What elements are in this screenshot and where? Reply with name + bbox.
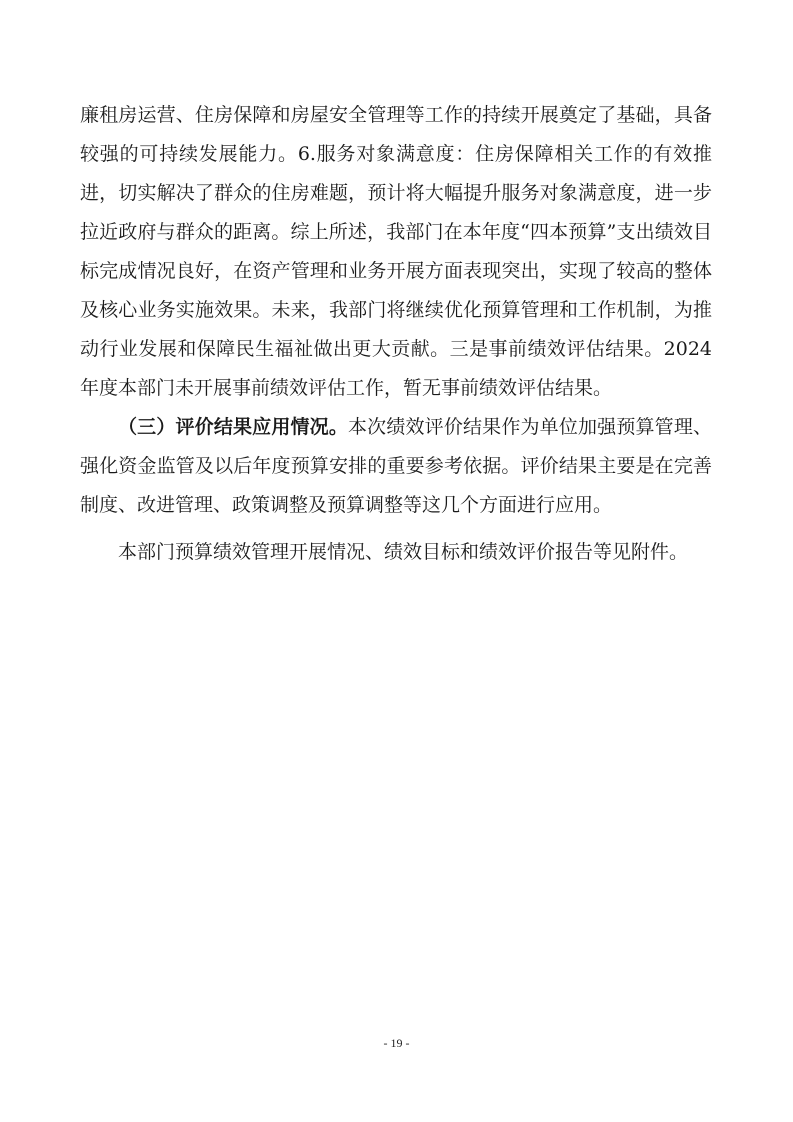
section-heading: （三）评价结果应用情况。 xyxy=(118,416,348,438)
body-text xyxy=(80,96,712,572)
paragraph-continuation xyxy=(80,96,712,408)
paragraph-text: 廉租房运营、住房保障和房屋安全管理等工作的持续开展奠定了基础，具备较强的可持续发展能力。6.服务对象满意度：住房保障相关工作的有效推进，切实解决了群众的住房难题，预计将大幅提升服务对象满意度，进一步拉近政府与群众的距离。综上所述，我部门在本年度“四本预算”支出绩效目标完成情况良好，在资产管理和业务开展方面表现突出，实现了较高的整体及核心业务实施效果。未来，我部门将继续优化预算管理和工作机制，为推动行业发展和保障民生福祉做出更大贡献。三是事前绩效评估结果。2024年度本部门未开展事前绩效评估工作，暂无事前绩效评估结果。 xyxy=(80,104,712,399)
page-number: - 19 - xyxy=(383,1036,410,1050)
paragraph-evaluation-application xyxy=(80,408,712,525)
paragraph-attachment-note xyxy=(80,533,712,572)
paragraph-text: 本部门预算绩效管理开展情况、绩效目标和绩效评价报告等见附件。 xyxy=(118,541,689,563)
paragraph-text: 本次绩效评价结果作为单位加强预算管理、强化资金监管及以后年度预算安排的重要参考依据。评价结果主要是在完善制度、改进管理、政策调整及预算调整等这几个方面进行应用。 xyxy=(80,416,712,516)
